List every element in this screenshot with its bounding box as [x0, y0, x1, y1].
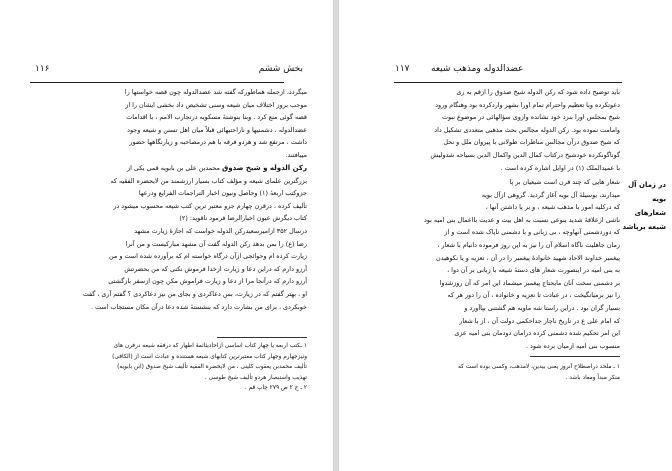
- left-page-number: ۱۱۶: [35, 64, 50, 74]
- footnote-line: تهذیب واستبصار هردو تألیف شیخ طوسی .: [204, 374, 307, 381]
- left-page-section-title: بخش ششم: [258, 64, 303, 74]
- heading-line: [45, 162, 307, 175]
- text-line: او ، بهتر گفتم که در زیارت، بس دعاکردی و بجای من نیز دعاکردی ؟ گفتم آری ، گفت: [82, 289, 307, 298]
- text-line: زیارت کرده ام وحوائجی ازآن درگاه خواسته ام که برآورده شده است و من: [109, 252, 307, 261]
- left-body-paragraph-2: [45, 162, 307, 313]
- text-line: باید توضیح داده شود که رکن الدوله شیخ صدوق را ازقم به ری: [456, 88, 620, 96]
- text-line: عضدالدوله ، دشمنیها و ناراحتیهائی قبلاً میان اهل تسنن و شیعه وجود: [127, 125, 307, 134]
- text-line: کتاب دیگرش عیون اخبارالرضا فرمود ناقوید: (۲): [179, 214, 307, 223]
- text-line: را نیز برمیانگیخت ، در عبادت تا تعزیه و خانواده ، آن را دور هر که: [447, 291, 620, 300]
- text-line: میدارند، بوسیلهٔ آل بویه آغاز گردید. گروهی ازآل بویه: [481, 190, 620, 199]
- footnote-line: ونیزجهارم وجهار کتاب معتبرترین کتابهای شیعه هستنده و عبادت است از (الکافی): [112, 353, 307, 360]
- text-line: رضا (ع) را بمن بدهد رکن الدوله گفت آن مشهد مبارکیست و من آنرا: [125, 239, 307, 248]
- footnote-line: تألیف محمدبن یعقوب کلینی ، من لایحضره الفقیه تألیف شیخ صدوق (ابن بابویه): [117, 364, 307, 370]
- right-sidebar-heading: در زمان آل بویه شعارهای شیعه برپاشد: [622, 181, 666, 231]
- text-line: به بنی امیه در اینصورت شعار های دستهٔ شیعه با زبانی بر آن دوا ،: [447, 266, 620, 275]
- text-line: قصه گوئی منع کرد . وبنا بنوشتهٔ مسکویه درتجارب الامم ، با اقدامات: [126, 113, 307, 122]
- left-page: [0, 0, 334, 471]
- text-line: که دوردشمنی آنهاوچه ، بی زبانی و با دشمنی ناپاک شده است و از: [444, 228, 620, 237]
- text-line: که امام علی ع در تاریخ ناچار جداحکمی دولت آن ، از با شعار: [459, 316, 620, 325]
- text-line: زمان جاهلیت ناگاه اسلام آن را نیز به این روز فرموده دانیام با شعار ،: [437, 240, 620, 249]
- left-footnote-rule: [217, 337, 307, 338]
- left-footnotes: [45, 341, 307, 394]
- right-page-number: ۱۱۷: [395, 64, 410, 74]
- text-line: درسال ۳۵۲ ازامیرسعیدرکن الدوله خواست که اجازهٔ زیارت مشهد: [134, 226, 307, 235]
- text-line: که درکلیه امور با مذهب شیعه ، و بر پا داشتن آنها ،: [485, 203, 620, 212]
- text-line: با عمیدالملک (۱) در اوایل اشاره کرده است .: [500, 163, 620, 172]
- text-line: جزوکتب اربعهٔ (۱) وحاصل ونیون اخبار التراجمات الفرایع ودرعها: [138, 189, 307, 198]
- right-page: [338, 0, 672, 471]
- text-line: میگردد، ازجمله هماطورکه گفته شد عضدالدوله چون قصه خواستها را: [124, 88, 307, 96]
- left-header-rule: [30, 82, 284, 83]
- text-line: داشت ، مرتفع شد و هردو فرقه با هم درمصاحبه و زیارتگاهها حضور: [129, 138, 307, 147]
- text-line: تألیف کرده ، درقرن چهارم جزو معتبر ترین کتب شیعه محسوب میشود در: [113, 201, 307, 210]
- footnote-line: ۱ ـکتب اربعه یا چهار کتاب اساسی ازاحادیثائمهٔ اطهار که درفقه شیعه درفرن های: [113, 343, 307, 349]
- text-line: موجب بروز اختلاف میان شیعه وسنی تشخیص داد بخشی ایشان را از: [125, 100, 307, 109]
- right-body-paragraph-1: [388, 86, 620, 174]
- text-line: وامامت نموده بود. رکن الدوله مجالس بحث مذهبی متعددی تشکیل داد: [434, 125, 620, 134]
- text-line: دعوتکرده وبا تعظیم واحترام تمام اورا بشهر واردکرده بود وهنگام ورود: [435, 100, 620, 109]
- right-footnote-rule: [530, 356, 620, 357]
- text-line: منسوب بنی امیه ازمیان برده شود .: [525, 341, 620, 350]
- text-line: مییافتند.: [285, 150, 307, 159]
- right-body-paragraph-2: [388, 176, 620, 352]
- text-line: گوناگونکرده خودشیخ درکتاب کمال الدین واکمال الدین بسیاحه شدولیش: [430, 150, 620, 159]
- right-header-rule: [394, 82, 622, 83]
- text-line: شیخ بمجلس اورا بنزد خود نشانده وازوی سؤالهائی در موضوع نبوت: [441, 113, 620, 122]
- text-line: محمدبن علی بن بابویه قمی یکی از: [127, 164, 220, 172]
- right-footnotes: [388, 362, 620, 383]
- left-body-paragraph-1: [45, 86, 307, 162]
- section-heading: رکن الدوله و شیخ صدوق: [222, 164, 307, 172]
- text-line: خوبکردی ، برای من بشارت دارد که بنشستهٔ شده دعا درآن مکان مستجاب است .: [90, 302, 307, 311]
- right-page-section-title: عضدالدوله ومذهب شیعه: [431, 64, 524, 74]
- text-line: بزرگترین علمای شیعه و مؤلف کتاب بسیار ارزشمند من لایحضره الفقیه که: [110, 176, 307, 185]
- text-line: این امر تحکیم شده دشمنی کرده درامان دودمان بنی امیه عزی: [454, 329, 620, 338]
- text-line: آرزو دارم که دراین دعا و زیارت ازخدا فرموش نکنی که من بحضرتش: [124, 264, 307, 273]
- text-line: بسیار گران بود . دراین راستا شه ماویه هم گشتنی بپاآورد و: [464, 303, 620, 312]
- text-line: بر دشمنی سخت آنان مایحتاج پیغمبر میشماد این امر که آن روزشدوا: [439, 278, 620, 287]
- footnote-line: ۱ ـ ملحد دراصطلاح آنروز یعنی بیدین، لامذهب، وکسی بوده است که: [458, 364, 620, 370]
- text-line: آرزو دارم که درآنجا مرا از دعا و زیارت فراموش مکن چون ازسفر بازگشتی: [108, 277, 307, 286]
- footnote-line: ۲ ـ ج ۲ ص ۲۷۹ چاپ قم .: [244, 385, 307, 391]
- text-line: پیغمبر خداوند الاحاد شهید خانوادهٔ پیغمبر را در آن ، تعزیه و یا نکوهیدن: [436, 253, 620, 262]
- text-line: شعار هایی که چند قرن است شیعیان بر پا: [509, 178, 620, 186]
- text-line: ناشی ازعلاقهٔ شدید بنوعی نسبت به اهل بیت و عدیت بااعمال بنی امیه بود: [423, 215, 620, 224]
- footnote-line: منکر مبدأ ومعاد باشد .: [565, 374, 620, 381]
- text-line: که شیخ صدوق درآن مجالس مناظرات طولانی با پیروان ملل و نحل: [443, 138, 620, 147]
